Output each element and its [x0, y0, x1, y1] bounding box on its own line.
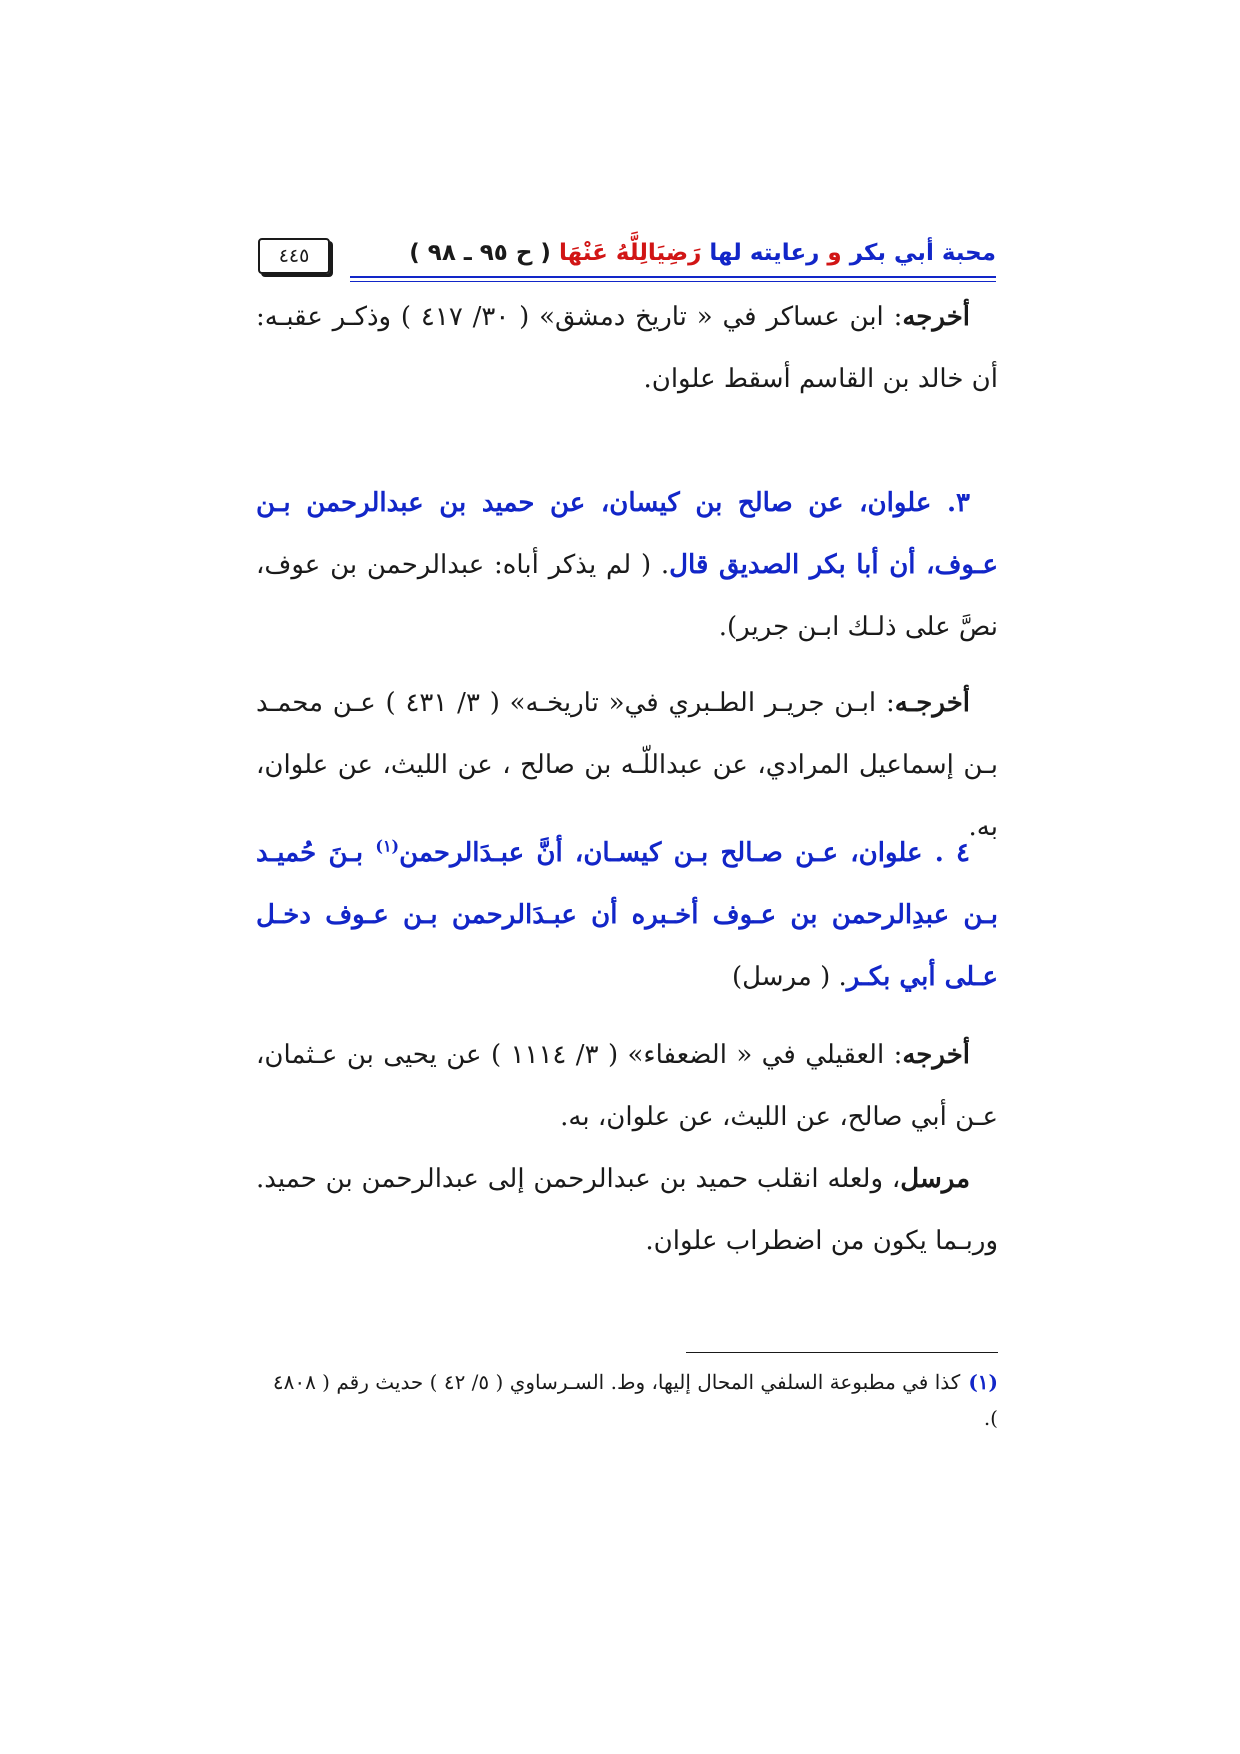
paragraph-text: . ( مرسل)	[731, 962, 847, 992]
paragraph-takhrij-1	[256, 286, 998, 410]
footnote-text: كذا في مطبوعة السلفي المحال إليها، وط. السـرساوي ( ٥/ ٤٢ ) حديث رقم ( ٤٨٠٨ ).	[272, 1370, 998, 1430]
paragraph-text: : العقيلي في « الضعفاء» ( ٣/ ١١١٤ ) عن يحيى بن عـثمان، عـن أبي صالح، عن الليث، عن علوان، به.	[256, 1040, 998, 1132]
ruling-label: مرسل	[900, 1164, 970, 1194]
paragraph-narration-4	[256, 822, 998, 1008]
page-number-box: ٤٤٥	[258, 238, 330, 274]
takhrij-label: أخرجه	[902, 1040, 970, 1070]
running-header	[258, 236, 996, 276]
footnote	[256, 1364, 998, 1436]
narration-chain: علوان، عن صالح بن كيسان، عن حميد بن عبدالرحمن بـن عـوف، أن أبا بكر الصديق قال	[256, 488, 998, 580]
header-rule	[350, 276, 996, 278]
honorific-glyph: رَضِيَالِلَّهُ عَنْهَا	[558, 240, 702, 266]
header-title-part: رعايته لها	[701, 240, 828, 266]
header-title-conjunction: و	[827, 240, 842, 266]
paragraph-narration-3	[256, 472, 998, 658]
paragraph-text: ، ولعله انقلب حميد بن عبدالرحمن إلى عبدالرحمن بن حميد. وربـما يكون من اضطراب علوان.	[256, 1164, 998, 1256]
footnote-marker: (١)	[968, 1370, 998, 1394]
paragraph-text: . ( لم يذكر أباه: عبدالرحمن بن عوف، نصَّ على ذلـك ابـن جرير).	[256, 550, 998, 642]
paragraph-text: : ابـن جريـر الطـبري في« تاريخـه» ( ٣/ ٤٣١ ) عـن محمـد بـن إسماعيل المرادي، عن عبداللّـه بن صالح ، عن الليث، عن علوان، به.	[256, 688, 998, 842]
paragraph-text: : ابن عساكر في « تاريخ دمشق» ( ٣٠/ ٤١٧ ) وذكـر عقبـه: أن خالد بن القاسم أسقط علوان.	[256, 302, 998, 394]
header-title-part: محبة أبي بكر	[841, 240, 996, 266]
header-rule-secondary	[350, 281, 996, 282]
takhrij-label: أخرجه	[902, 302, 970, 332]
hadith-range: ( ح ٩٥ ـ ٩٨ )	[409, 240, 559, 266]
paragraph-ruling	[256, 1148, 998, 1272]
header-title	[409, 240, 996, 266]
footnote-separator	[686, 1352, 998, 1353]
narration-number: ٣.	[931, 488, 970, 518]
takhrij-label: أخرجـه	[894, 688, 970, 718]
narration-chain-continued: بـنَ حُميـد بـن عبدِالرحمن بن عـوف أخـبره أن عبـدَالرحمن بـن عـوف دخـل عـلى أبي بكـر	[256, 838, 998, 992]
narration-chain: علوان، عـن صـالح بـن كيسـان، أنَّ عبـدَالرحمن	[399, 838, 923, 868]
paragraph-takhrij-3	[256, 1024, 998, 1148]
narration-number: ٤ .	[922, 838, 971, 868]
footnote-reference[interactable]: (١)	[375, 836, 400, 856]
